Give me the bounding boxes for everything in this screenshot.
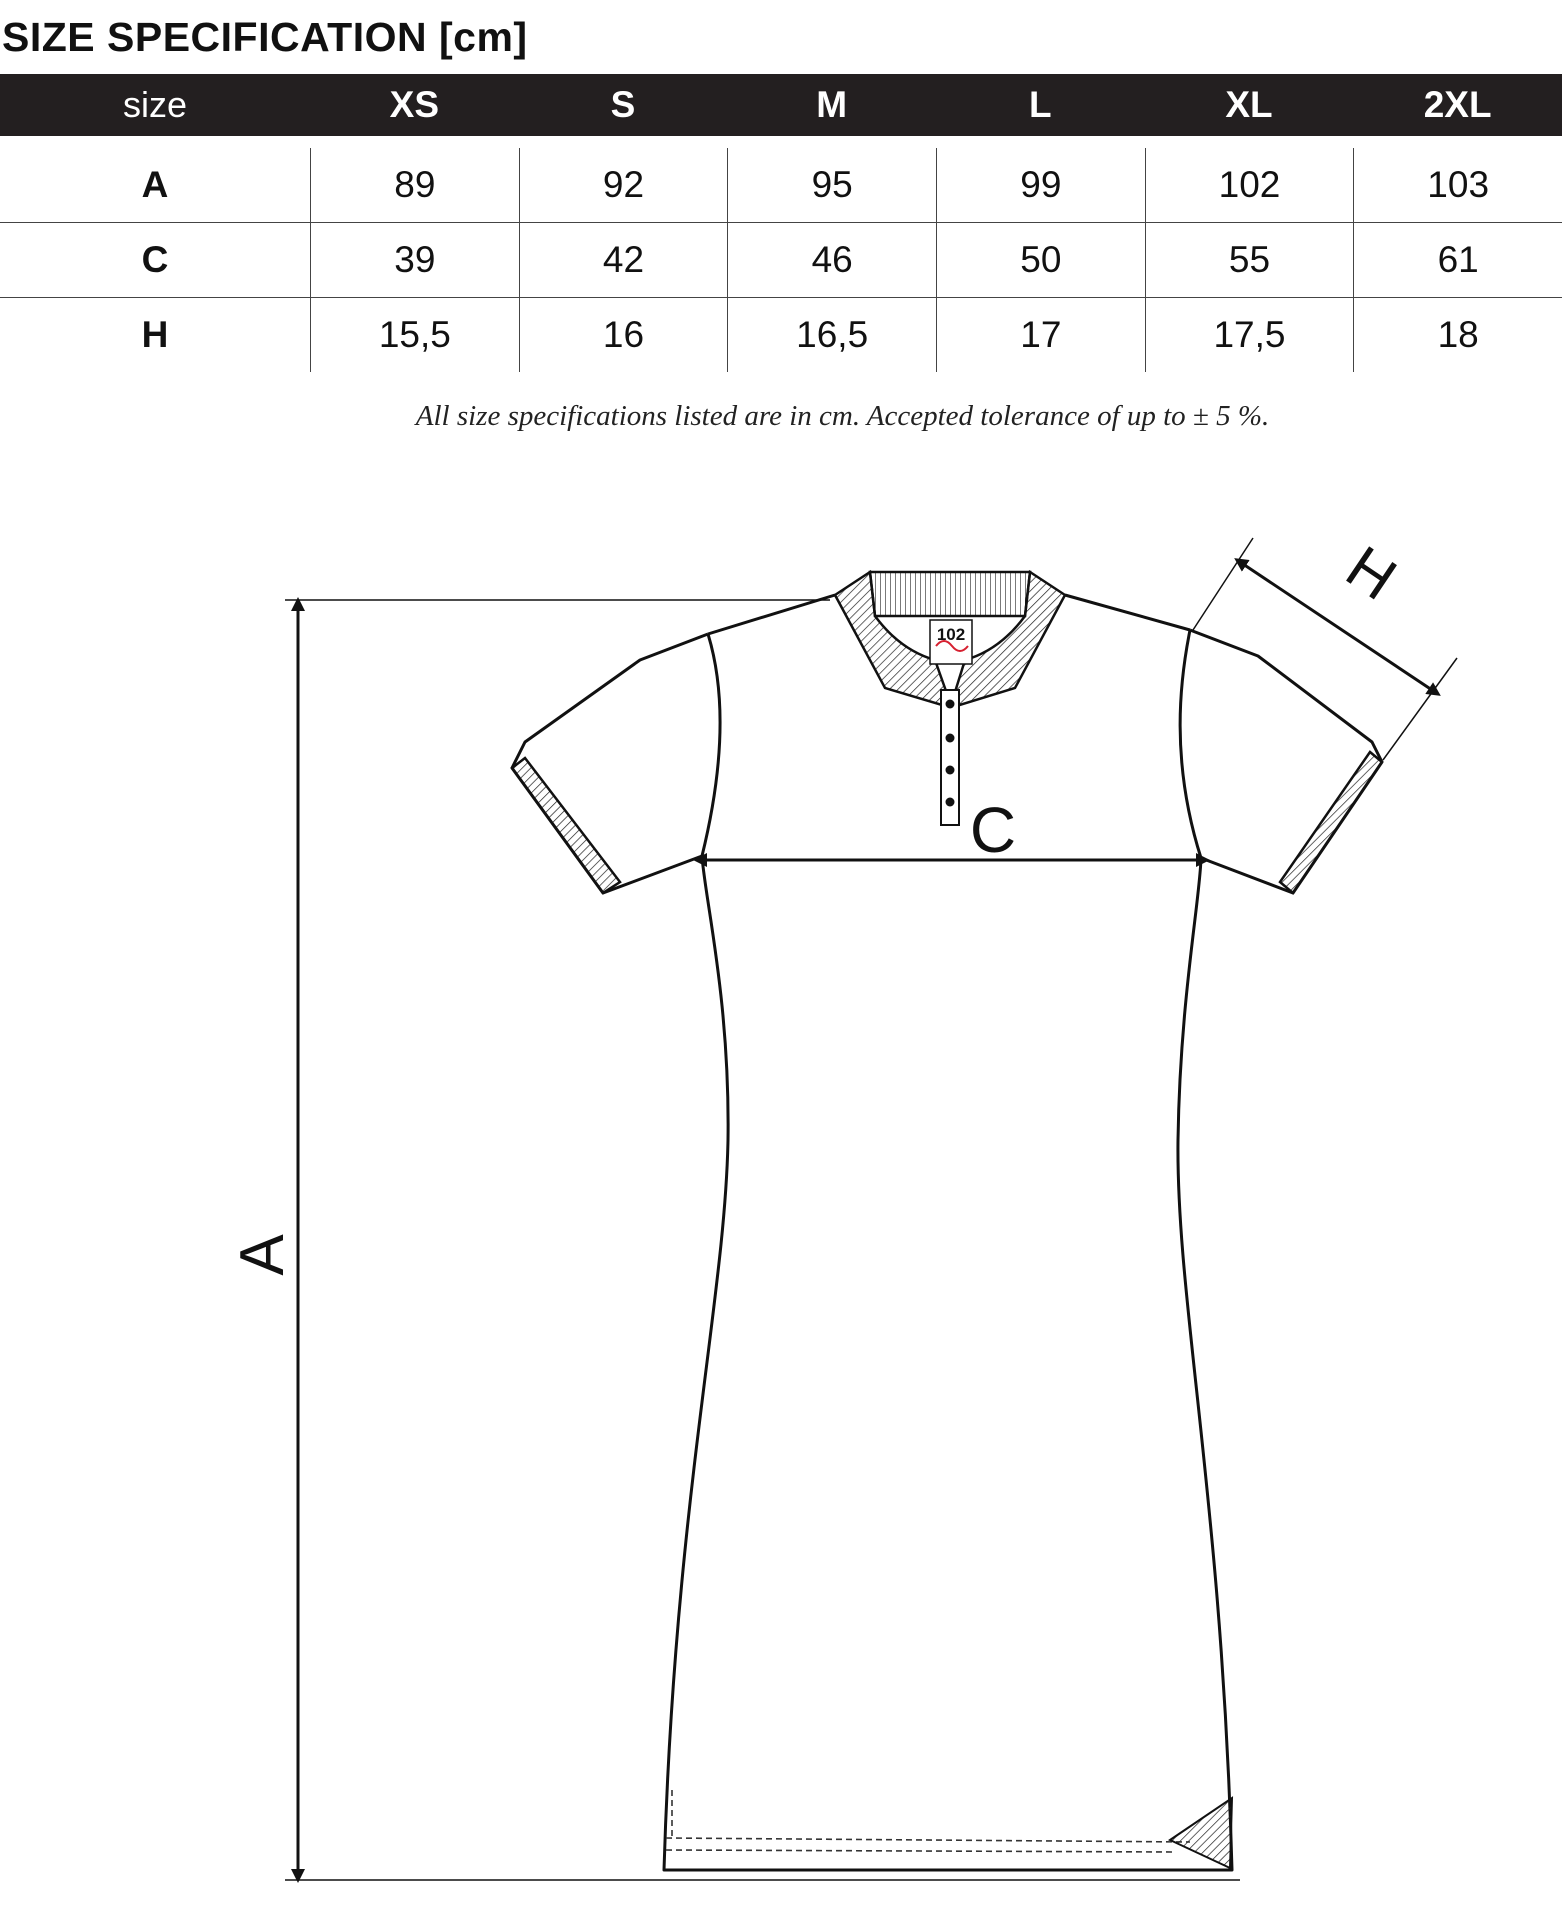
header-cell-l: L — [1029, 84, 1052, 125]
table-cell: 16 — [519, 298, 728, 372]
table-cell: 42 — [519, 223, 728, 297]
table-cell: 61 — [1353, 223, 1562, 297]
table-cell: 55 — [1145, 223, 1354, 297]
table-cell: 92 — [519, 148, 728, 222]
header-cell-2xl: 2XL — [1423, 84, 1492, 125]
table-cell: 17 — [936, 298, 1145, 372]
table-cell: 15,5 — [310, 298, 519, 372]
header-cell-xl: XL — [1225, 84, 1273, 125]
measure-a — [228, 600, 1240, 1880]
table-cell: 95 — [727, 148, 936, 222]
header-cell-m: M — [816, 84, 848, 125]
left-cuff — [512, 758, 620, 893]
label-h: H — [1334, 533, 1409, 613]
row-label: A — [141, 164, 169, 205]
collar — [835, 572, 1065, 708]
table-cell: 99 — [936, 148, 1145, 222]
table-cell: 46 — [727, 223, 936, 297]
table-cell: 102 — [1145, 148, 1354, 222]
table-cell: 103 — [1353, 148, 1562, 222]
label-c: C — [969, 794, 1017, 866]
right-cuff — [1280, 752, 1382, 893]
header-cell-size: size — [122, 84, 188, 125]
table-cell: 16,5 — [727, 298, 936, 372]
brand-tag: 102 — [936, 625, 966, 644]
row-label: C — [141, 239, 169, 280]
table-cell: 39 — [310, 223, 519, 297]
table-cell: 50 — [936, 223, 1145, 297]
table-cell: 89 — [310, 148, 519, 222]
placket — [941, 690, 959, 825]
table-cell: 18 — [1353, 298, 1562, 372]
page-title: SIZE SPECIFICATION [cm] — [2, 14, 528, 60]
header-cell-xs: XS — [389, 84, 439, 125]
label-a: A — [228, 1234, 297, 1276]
tolerance-note: All size specifications listed are in cm. Accepted tolerance of up to ± 5 %. — [415, 400, 1270, 432]
side-vent — [1170, 1798, 1232, 1868]
row-label: H — [141, 314, 169, 355]
header-cell-s: S — [610, 84, 636, 125]
hem-stitching — [666, 1790, 1190, 1852]
table-cell: 17,5 — [1145, 298, 1354, 372]
